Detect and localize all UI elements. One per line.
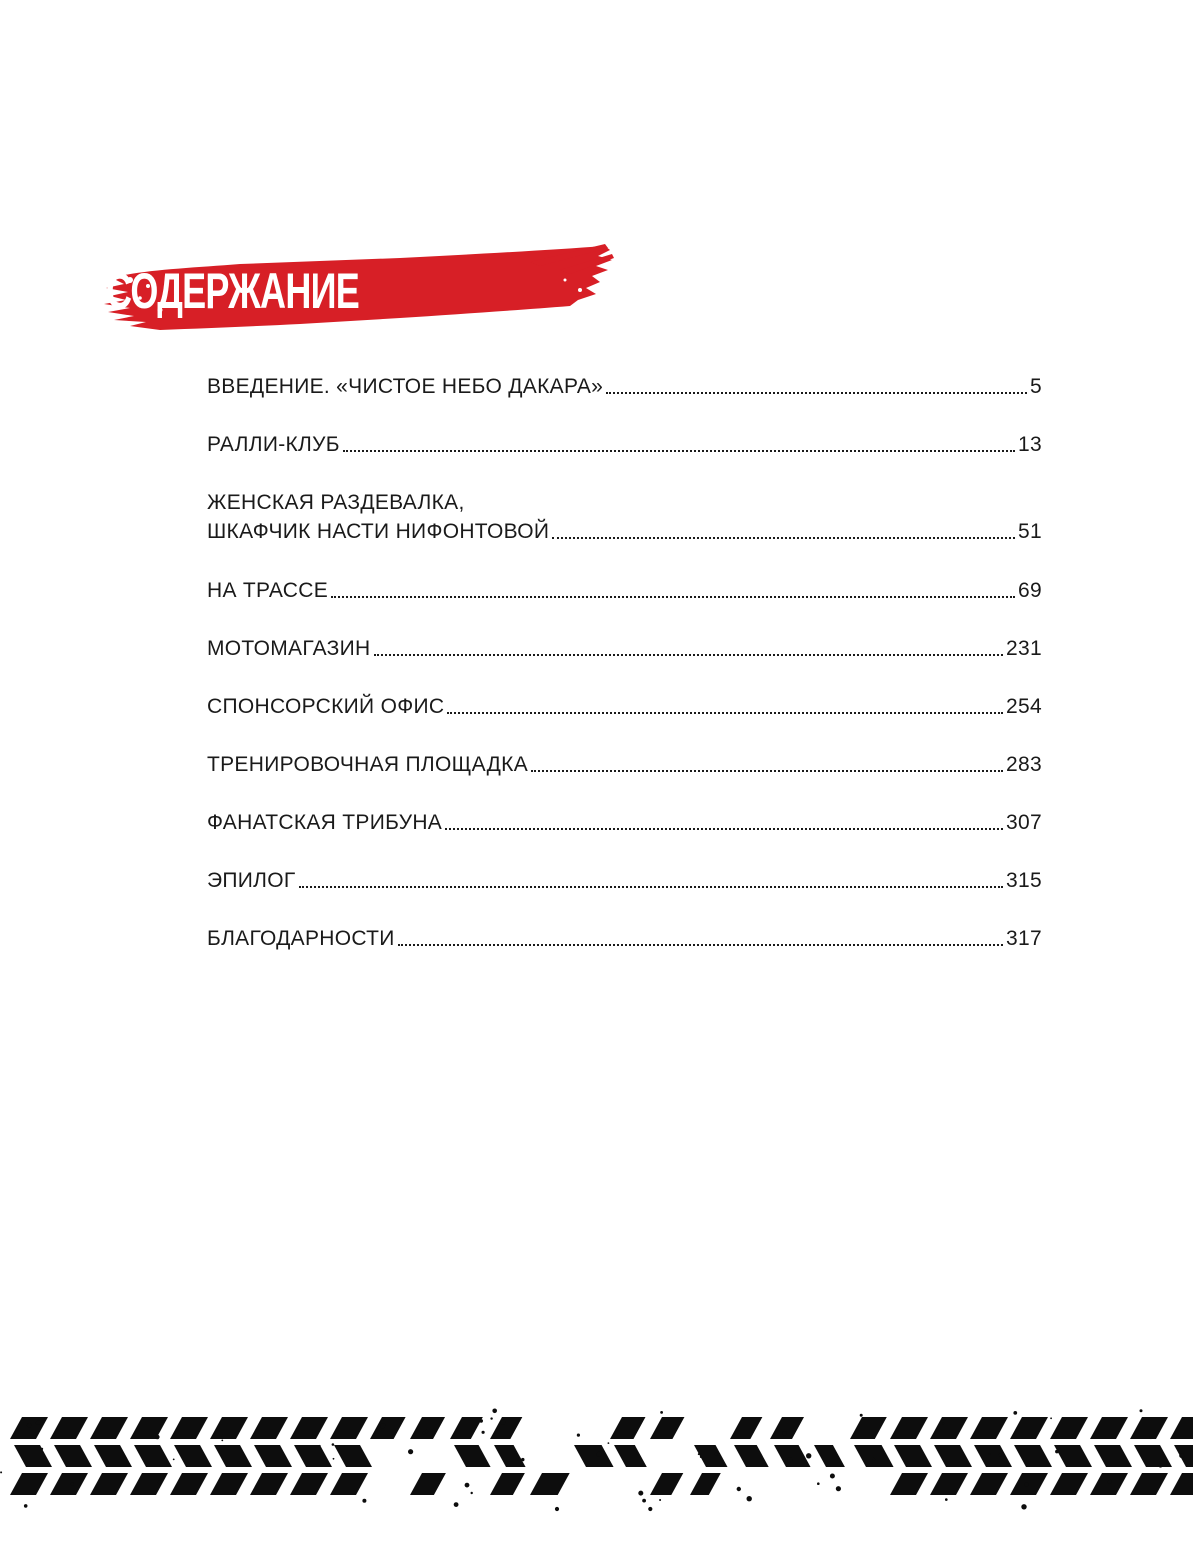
tread-speck [836,1486,841,1491]
tread-speck [715,1452,718,1455]
tread-speck [989,1453,991,1455]
tread-block [934,1445,972,1467]
toc-dot-leader [299,886,1003,888]
tread-block [574,1445,614,1467]
tread-speck [408,1449,413,1454]
toc-entry[interactable] [207,576,1042,605]
toc-dot-leader [445,828,1003,830]
tread-block [450,1417,483,1439]
tread-speck [555,1507,559,1511]
tread-block [254,1445,292,1467]
tread-block [134,1445,172,1467]
tread-speck [787,1457,792,1462]
tread-speck [700,1456,702,1458]
tread-block [890,1473,928,1495]
tread-speck [608,1442,610,1444]
toc-entry-title-line: МОТОМАГАЗИН [207,637,371,660]
tread-speck [380,1423,385,1428]
tread-block [90,1473,128,1495]
tread-block [1014,1445,1052,1467]
tread-block [610,1417,646,1439]
tread-speck [942,1423,944,1425]
tread-speck [36,1420,41,1425]
toc-page-number: 231 [1006,637,1042,660]
tread-speck [313,1431,318,1436]
tread-block [1090,1473,1128,1495]
tread-block [210,1417,248,1439]
toc-page-number: 317 [1006,927,1042,950]
tread-speck [648,1507,652,1511]
tread-block [1170,1473,1193,1495]
tread-speck [642,1499,646,1503]
toc-entry[interactable] [207,488,1042,546]
tread-block [930,1473,968,1495]
tread-block [490,1417,522,1439]
tread-block [694,1445,728,1467]
tread-block [734,1445,769,1467]
tread-speck [597,1452,602,1457]
toc-entry-title-line: ФАНАТСКАЯ ТРИБУНА [207,811,443,834]
tread-speck [27,1423,31,1427]
tread-speck [521,1458,524,1461]
tread-speck [577,1434,580,1437]
toc-entry-title [207,372,603,401]
toc-page-number: 69 [1018,579,1042,602]
tread-speck [860,1414,863,1417]
tread-block [290,1473,328,1495]
tread-speck [24,1504,28,1508]
tread-block [970,1417,1008,1439]
toc-page-number: 283 [1006,753,1042,776]
tread-block [410,1473,446,1495]
tread-block [490,1473,525,1495]
tread-speck [173,1459,175,1461]
tread-speck [830,1474,835,1479]
tread-speck [1179,1453,1184,1458]
tread-block [250,1473,288,1495]
tread-speck [423,1432,426,1435]
toc-entry-title [207,430,340,459]
tread-speck [237,1461,240,1464]
tread-block [1134,1445,1172,1467]
tread-speck [158,1480,162,1484]
tread-block [130,1473,168,1495]
tread-speck [737,1487,741,1491]
tread-block [1054,1445,1092,1467]
tread-speck [1158,1463,1162,1467]
toc-entry-title [207,750,528,779]
toc-entry[interactable] [207,372,1042,401]
tread-speck [1021,1504,1026,1509]
tread-block [930,1417,968,1439]
toc-page-number: 51 [1018,520,1042,543]
tread-speck [677,1417,679,1419]
tread-speck [319,1445,321,1447]
tread-speck [471,1492,473,1494]
toc-dot-leader [606,392,1027,394]
tread-block [10,1473,48,1495]
tread-block [174,1445,212,1467]
tread-speck [221,1440,223,1442]
tread-speck [873,1458,876,1461]
tread-block [1050,1417,1088,1439]
tread-speck [490,1417,492,1419]
tread-block [50,1473,88,1495]
toc-entry[interactable] [207,430,1042,459]
toc-entry-title-line: НА ТРАССЕ [207,579,329,602]
tread-block [614,1445,647,1467]
tread-speck [817,1482,820,1485]
toc-dot-leader [331,596,1015,598]
tread-block [90,1417,128,1439]
tread-speck [1024,1483,1028,1487]
tread-speck [41,1448,43,1450]
toc-entry[interactable] [207,634,1042,663]
tread-speck [183,1477,185,1479]
tread-block [1090,1417,1128,1439]
tread-block [50,1417,88,1439]
tread-speck [333,1458,335,1460]
tread-speck [537,1482,540,1485]
tread-speck [1140,1409,1143,1412]
tread-speck [782,1431,787,1436]
toc-entry[interactable] [207,866,1042,895]
tire-track-icon [0,1405,1193,1525]
toc-dot-leader [374,654,1004,656]
tread-block [970,1473,1008,1495]
tread-block [210,1473,248,1495]
tread-block [1130,1473,1168,1495]
toc-entry-title-line: ВВЕДЕНИЕ. «ЧИСТОЕ НЕБО ДАКАРА» [207,375,604,398]
toc-entry-title [207,808,442,837]
tread-speck [454,1502,459,1507]
toc-entry-title-line: ЭПИЛОГ [207,869,296,892]
tread-speck [999,1453,1002,1456]
toc-entry[interactable] [207,750,1042,779]
tread-speck [500,1419,505,1424]
tread-block [774,1445,811,1467]
tread-speck [806,1453,811,1458]
tread-block [530,1473,570,1495]
tread-speck [1050,1417,1052,1419]
tread-speck [638,1491,643,1496]
tread-block [14,1445,52,1467]
tread-speck [659,1499,661,1501]
tread-block [730,1417,762,1439]
tread-block [334,1445,372,1467]
toc-entry-title [207,692,444,721]
toc-page-number: 254 [1006,695,1042,718]
tread-block [54,1445,92,1467]
tread-block [454,1445,491,1467]
tread-block [854,1445,894,1467]
tread-speck [362,1499,366,1503]
tread-speck [0,1471,2,1473]
tread-block [1010,1473,1048,1495]
toc-page-number: 5 [1030,375,1042,398]
tread-speck [945,1498,948,1501]
toc-dot-leader [531,770,1003,772]
tread-speck [492,1409,497,1414]
tread-block [770,1417,804,1439]
tread-block [974,1445,1012,1467]
tread-block [650,1473,683,1495]
tread-block [1094,1445,1132,1467]
tread-speck [747,1496,752,1501]
tread-block [170,1417,208,1439]
toc-entry-title [207,576,328,605]
tread-block [1170,1417,1193,1439]
tread-speck [1149,1436,1152,1439]
tread-speck [465,1483,470,1488]
tread-block [494,1445,526,1467]
tread-block [330,1417,368,1439]
toc-entry[interactable] [207,924,1042,953]
toc-page-number: 307 [1006,811,1042,834]
tread-block [330,1473,368,1495]
page-title: СОДЕРЖАНИЕ [106,263,360,319]
tread-block [850,1417,887,1439]
tread-block [814,1445,845,1467]
tread-speck [660,1411,663,1414]
tread-block [690,1473,721,1495]
tread-block [290,1417,328,1439]
tread-block [650,1417,684,1439]
tread-speck [155,1435,160,1440]
tread-block [410,1417,445,1439]
tread-block [94,1445,132,1467]
tread-speck [698,1453,700,1455]
toc-dot-leader [343,450,1015,452]
tread-block [1050,1473,1088,1495]
tread-block [294,1445,332,1467]
toc-entry[interactable] [207,808,1042,837]
toc-entry-title-line: ШКАФЧИК НАСТИ НИФОНТОВОЙ [207,520,550,543]
toc-entry-title [207,634,371,663]
tread-block [370,1417,406,1439]
tread-block [894,1445,932,1467]
tread-speck [332,1443,335,1446]
tread-block [10,1417,48,1439]
tread-block [170,1473,208,1495]
toc-dot-leader [398,944,1003,946]
tread-block [1010,1417,1048,1439]
tread-speck [1108,1480,1112,1484]
tread-speck [479,1419,483,1423]
tread-block [1130,1417,1168,1439]
toc-page-number: 315 [1006,869,1042,892]
tread-speck [1055,1450,1059,1454]
toc-entry-title [207,488,549,546]
tread-speck [71,1483,74,1486]
toc-entry-title-line: СПОНСОРСКИЙ ОФИС [207,695,445,718]
toc-entry-title-line: РАЛЛИ-КЛУБ [207,433,340,456]
toc-dot-leader [552,537,1015,539]
toc-entry-title-line: БЛАГОДАРНОСТИ [207,927,395,950]
toc-entry-title [207,924,395,953]
tread-block [890,1417,928,1439]
toc-entry-title-line: ЖЕНСКАЯ РАЗДЕВАЛКА, [207,491,465,514]
tread-block [130,1417,168,1439]
toc-entry-title-line: ТРЕНИРОВОЧНАЯ ПЛОЩАДКА [207,753,528,776]
toc-entry[interactable] [207,692,1042,721]
tread-speck [44,1417,46,1419]
tread-speck [1013,1411,1017,1415]
tread-speck [273,1492,275,1494]
tread-block [250,1417,288,1439]
tread-block [214,1445,252,1467]
tread-speck [482,1431,485,1434]
toc-entry-title [207,866,296,895]
toc-dot-leader [447,712,1003,714]
toc-page-number: 13 [1018,433,1042,456]
